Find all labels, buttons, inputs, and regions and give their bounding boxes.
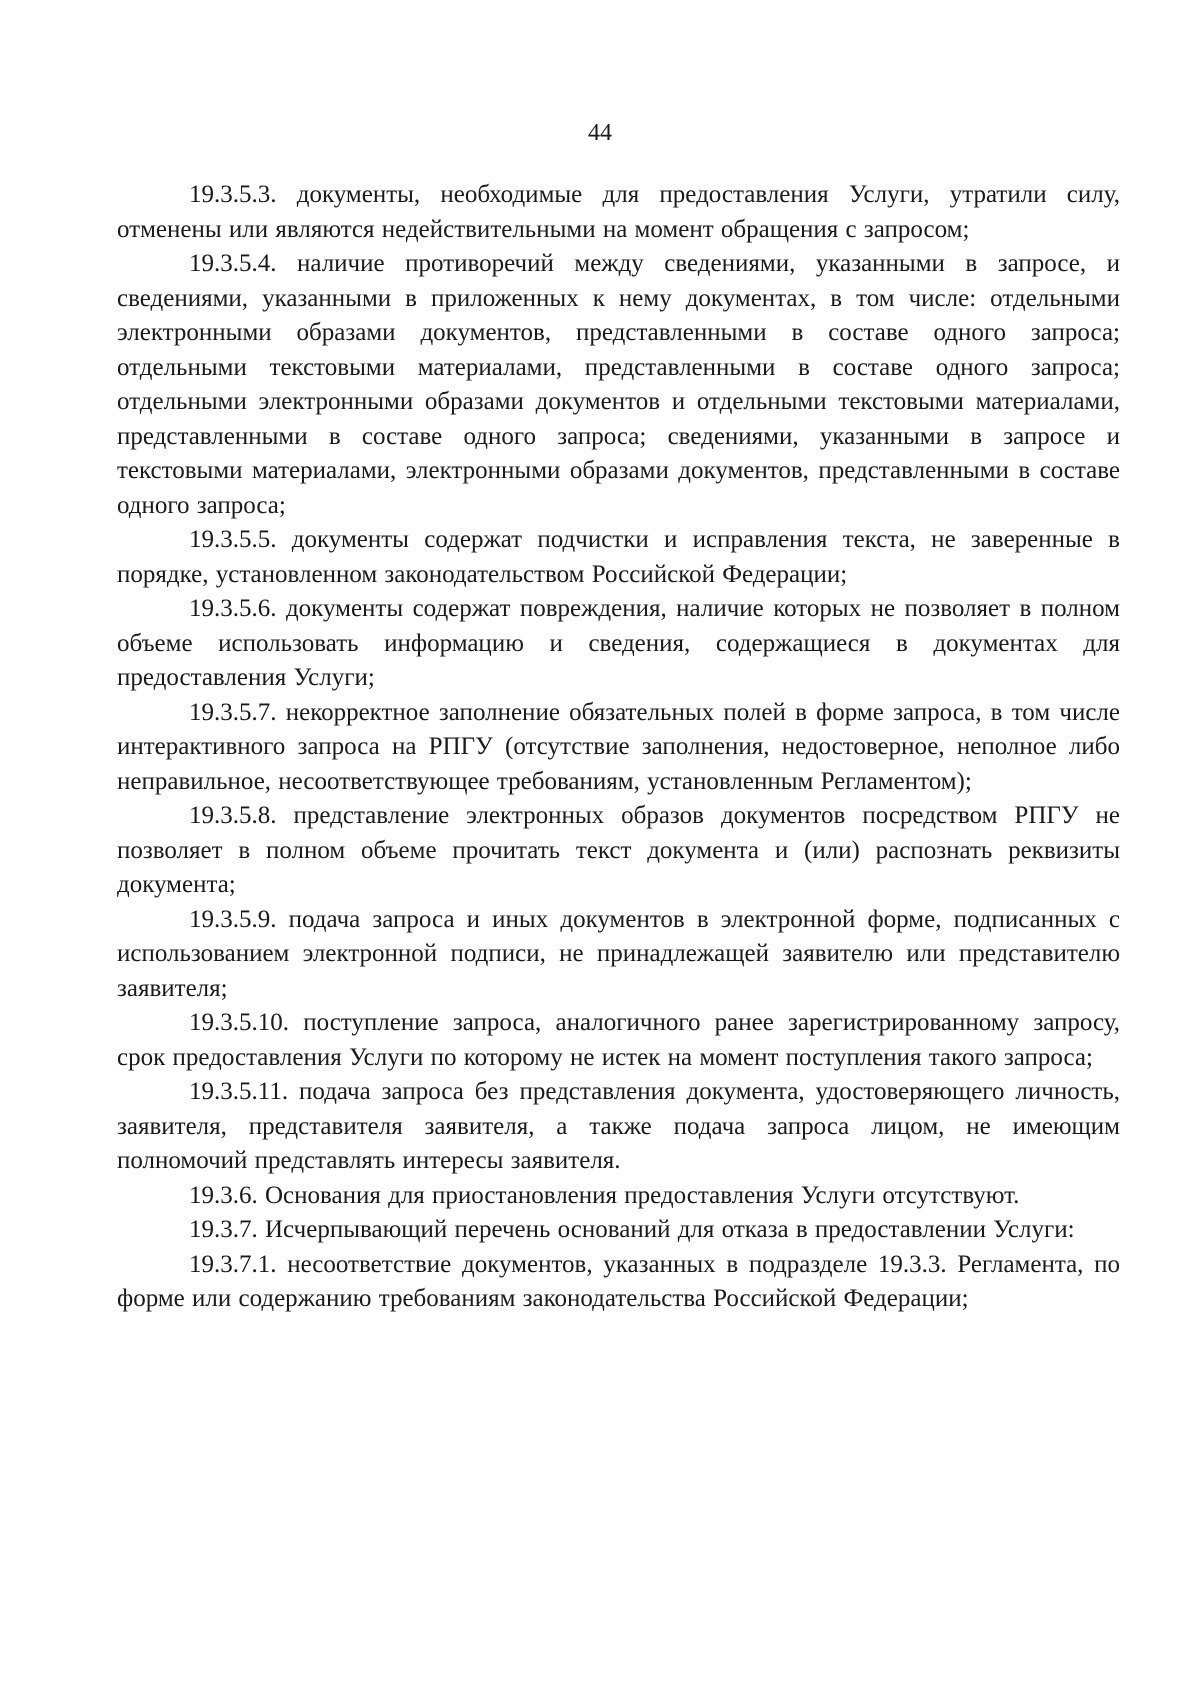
page-number: 44	[588, 120, 612, 146]
paragraph-19-3-5-8: 19.3.5.8. представление электронных образов документов посредством РПГУ не позволяет в полном объеме прочитать текст документа и (или) распознать реквизиты документа;	[117, 802, 1120, 898]
paragraph-19-3-5-10: 19.3.5.10. поступление запроса, аналогичного ранее зарегистрированному запросу, срок предоставления Услуги по которому не истек на момент поступления такого запроса;	[117, 1009, 1120, 1071]
paragraph-19-3-5-7: 19.3.5.7. некорректное заполнение обязательных полей в форме запроса, в том числе интерактивного запроса на РПГУ (отсутствие заполнения, недостоверное, неполное либо неправильное, несоответствующее требованиям, установленным Регламентом);	[117, 698, 1120, 795]
paragraph-19-3-5-3: 19.3.5.3. документы, необходимые для предоставления Услуги, утратили силу, отменены или являются недействительными на момент обращения с запросом;	[117, 181, 1120, 243]
paragraph-19-3-5-5: 19.3.5.5. документы содержат подчистки и исправления текста, не заверенные в порядке, установленном законодательством Российской Федерации;	[117, 526, 1120, 588]
document-body	[117, 178, 1120, 1317]
paragraph-19-3-5-11: 19.3.5.11. подача запроса без представления документа, удостоверяющего личность, заявителя, представителя заявителя, а также подача запроса лицом, не имеющим полномочий представлять интересы заявителя.	[117, 1078, 1120, 1174]
paragraph-19-3-7: 19.3.7. Исчерпывающий перечень оснований для отказа в предоставлении Услуги:	[189, 1216, 1075, 1243]
paragraph-19-3-5-9: 19.3.5.9. подача запроса и иных документов в электронной форме, подписанных с использованием электронной подписи, не принадлежащей заявителю или представителю заявителя;	[117, 905, 1120, 1002]
paragraph-19-3-7-1: 19.3.7.1. несоответствие документов, указанных в подразделе 19.3.3. Регламента, по форме или содержанию требованиям законодательства Российской Федерации;	[117, 1250, 1120, 1312]
paragraph-19-3-5-6: 19.3.5.6. документы содержат повреждения, наличие которых не позволяет в полном объеме использовать информацию и сведения, содержащиеся в документах для предоставления Услуги;	[117, 595, 1120, 691]
paragraph-19-3-5-4: 19.3.5.4. наличие противоречий между сведениями, указанными в запросе, и сведениями, указанными в приложенных к нему документах, в том числе: отдельными электронными образами документов, представленными в составе одного запроса; отдельными текстовыми материалами, представленными в составе одного запроса; отдельными электронными образами документов и отдельными текстовыми материалами, представленными в составе одного запроса; сведениями, указанными в запросе и текстовыми материалами, электронными образами документов, представленными в составе одного запроса;	[117, 250, 1120, 519]
paragraph-19-3-6: 19.3.6. Основания для приостановления предоставления Услуги отсутствуют.	[189, 1181, 1020, 1209]
